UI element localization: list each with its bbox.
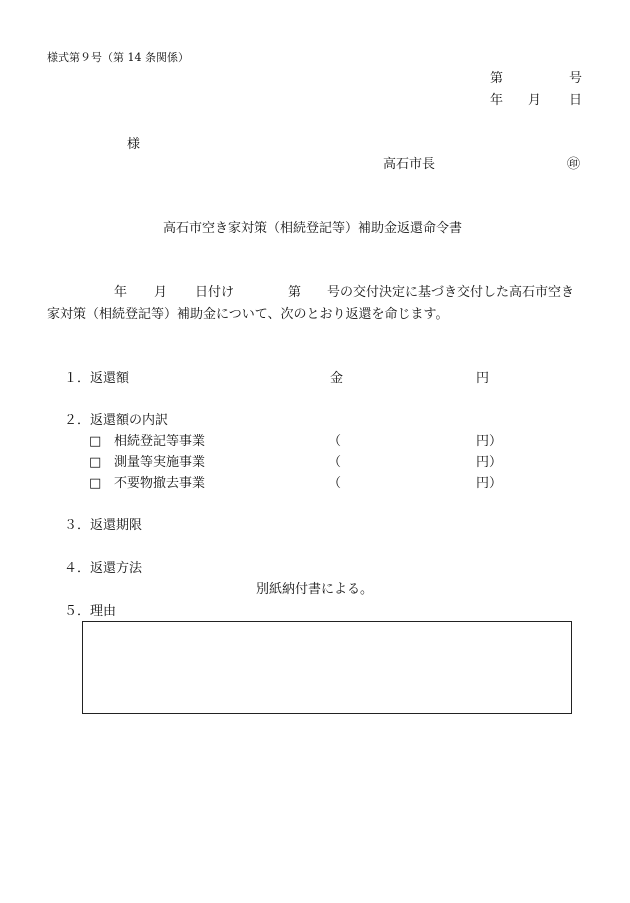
- breakdown-row-open-paren: （: [328, 476, 342, 491]
- seal-mark: ㊞: [567, 157, 581, 172]
- reason-box: [82, 621, 572, 714]
- body-line2: 家対策（相続登記等）補助金について、次のとおり返還を命じます。: [47, 307, 449, 322]
- body-dated: 日付け: [195, 285, 235, 300]
- breakdown-row-open-paren: （: [328, 455, 342, 470]
- breakdown-row-checkbox: □: [89, 476, 102, 491]
- breakdown-label: ２．返還額の内訳: [64, 413, 169, 428]
- date-month: 月: [528, 93, 542, 108]
- addressee-suffix: 様: [127, 137, 141, 152]
- body-line1-rest: 号の交付決定に基づき交付した高石市空き: [327, 285, 575, 300]
- refund-amount-label: １．返還額: [64, 371, 130, 386]
- breakdown-row-yen: 円）: [476, 434, 503, 449]
- reason-label: ５．理由: [64, 604, 117, 619]
- refund-amount-kin: 金: [330, 371, 344, 386]
- breakdown-row-yen: 円）: [476, 476, 503, 491]
- form-number: 様式第９号（第 14 条関係）: [47, 51, 189, 64]
- document-number-prefix: 第: [490, 71, 504, 86]
- breakdown-row-checkbox: □: [89, 434, 102, 449]
- body-number-prefix: 第: [288, 285, 302, 300]
- date-day: 日: [569, 93, 583, 108]
- breakdown-row-name: 測量等実施事業: [114, 455, 206, 470]
- deadline-label: ３．返還期限: [64, 518, 143, 533]
- breakdown-row-name: 相続登記等事業: [114, 434, 206, 449]
- document-title: 高石市空き家対策（相続登記等）補助金返還命令書: [163, 221, 463, 236]
- breakdown-row-name: 不要物撤去事業: [114, 476, 206, 491]
- document-number-suffix: 号: [569, 71, 583, 86]
- method-label: ４．返還方法: [64, 561, 143, 576]
- body-month: 月: [154, 285, 168, 300]
- breakdown-row-open-paren: （: [328, 434, 342, 449]
- date-year: 年: [490, 93, 504, 108]
- refund-amount-yen: 円: [476, 371, 490, 386]
- breakdown-row-checkbox: □: [89, 455, 102, 470]
- issuer-name: 高石市長: [383, 157, 436, 172]
- breakdown-row-yen: 円）: [476, 455, 503, 470]
- body-year: 年: [114, 285, 128, 300]
- method-value: 別紙納付書による。: [256, 582, 374, 597]
